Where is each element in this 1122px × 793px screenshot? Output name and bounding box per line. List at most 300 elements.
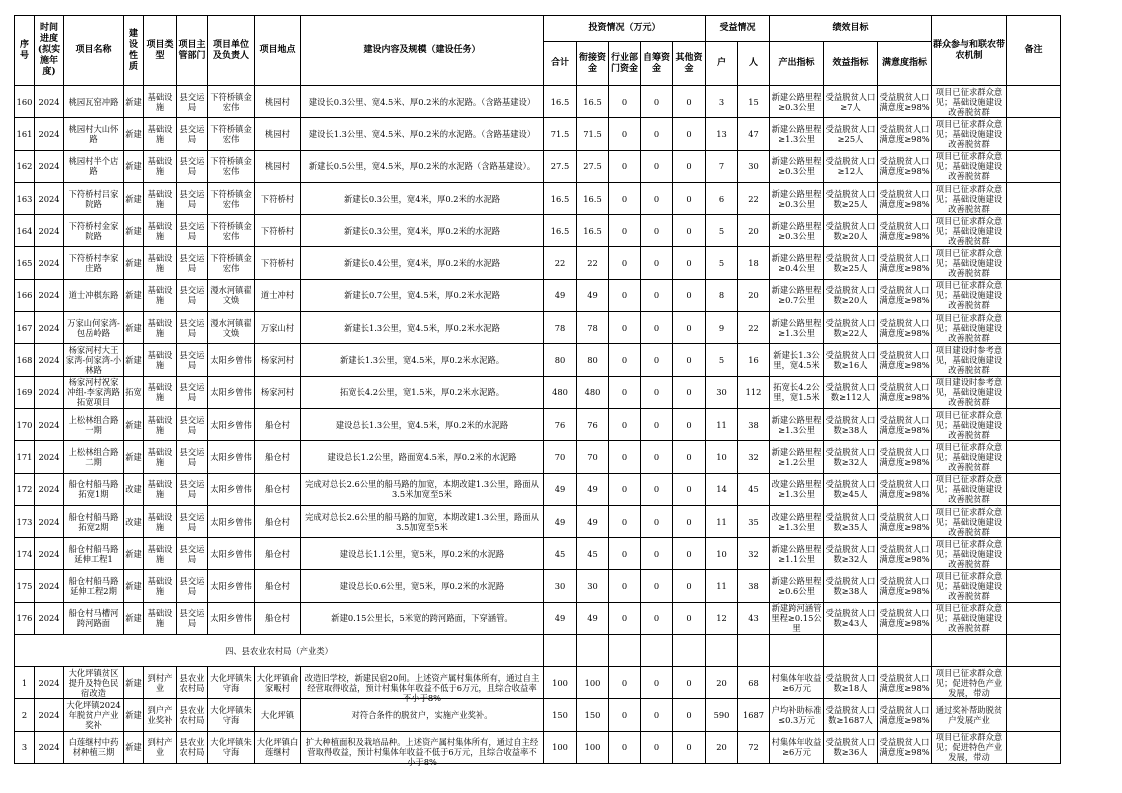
cell-location bbox=[255, 150, 301, 182]
header-invest: 投资情况（万元） bbox=[544, 16, 706, 42]
section-row bbox=[15, 635, 1061, 667]
cell-name bbox=[64, 473, 124, 505]
cell-seq bbox=[15, 86, 35, 118]
cell-effect-text: 受益脱贫人口数≥35人 bbox=[825, 511, 876, 532]
section-cell bbox=[641, 635, 673, 667]
cell-other bbox=[673, 505, 706, 537]
cell-bridge-text: 49 bbox=[587, 516, 598, 527]
cell-type bbox=[144, 602, 177, 634]
cell-people bbox=[738, 731, 770, 763]
cell-bridge bbox=[577, 408, 609, 440]
cell-effect bbox=[824, 473, 878, 505]
cell-households bbox=[706, 312, 738, 344]
cell-unit-text: 太阳乡曾伟 bbox=[210, 387, 252, 398]
cell-households bbox=[706, 182, 738, 214]
cell-name-text: 杨家河村大王家湾-何家湾-小林路 bbox=[65, 345, 122, 376]
cell-total-text: 27.5 bbox=[550, 161, 570, 172]
cell-households-text: 11 bbox=[716, 516, 727, 527]
cell-remark bbox=[1007, 86, 1061, 118]
cell-total bbox=[544, 215, 577, 247]
cell-name-text: 船仓村船马路拓宽1期 bbox=[68, 479, 119, 500]
cell-industry-text: 0 bbox=[621, 322, 628, 333]
cell-mechanism-text: 项目已征求群众意见；基础设施建设改善脱贫群 bbox=[935, 571, 1003, 602]
cell-seq-text: 165 bbox=[16, 258, 33, 269]
cell-households-text: 10 bbox=[716, 548, 727, 559]
cell-name bbox=[64, 86, 124, 118]
cell-dept-text: 县交运局 bbox=[179, 511, 205, 532]
cell-households-text: 10 bbox=[716, 451, 727, 462]
cell-name-text: 下符桥村金家院路 bbox=[68, 220, 119, 241]
cell-location-text: 桃园村 bbox=[265, 96, 290, 107]
cell-other-text: 0 bbox=[686, 451, 692, 462]
cell-nature-text: 新建 bbox=[125, 581, 142, 592]
cell-people-text: 16 bbox=[748, 355, 759, 366]
section-cell bbox=[824, 635, 878, 667]
cell-unit-text: 下符桥镇金宏伟 bbox=[210, 188, 252, 209]
cell-location-text: 船仓村 bbox=[265, 581, 290, 592]
cell-total bbox=[544, 699, 577, 731]
cell-mechanism bbox=[932, 538, 1007, 570]
cell-type bbox=[144, 667, 177, 699]
cell-effect bbox=[824, 667, 878, 699]
cell-year-text: 2024 bbox=[38, 581, 60, 592]
cell-type-text: 基础设施 bbox=[147, 123, 173, 144]
cell-dept bbox=[177, 247, 208, 279]
cell-self bbox=[641, 699, 673, 731]
cell-people-text: 45 bbox=[748, 484, 759, 495]
cell-effect-text: 受益脱贫人口数≥1687人 bbox=[825, 704, 876, 725]
cell-mechanism bbox=[932, 247, 1007, 279]
cell-industry-text: 0 bbox=[621, 193, 628, 204]
cell-industry bbox=[609, 538, 641, 570]
cell-households bbox=[706, 150, 738, 182]
header-content: 建设内容及规模（建设任务） bbox=[301, 16, 544, 86]
cell-self-text: 0 bbox=[653, 128, 660, 139]
cell-unit-text: 下符桥镇金宏伟 bbox=[210, 156, 252, 177]
cell-self-text: 0 bbox=[653, 225, 660, 236]
cell-content-text: 建设总长0.6公里，宽5米，厚0.2米的水泥路 bbox=[339, 581, 505, 592]
cell-other-text: 0 bbox=[686, 96, 692, 107]
cell-self-text: 0 bbox=[653, 581, 660, 592]
cell-content-text: 建设总长1.3公里，宽4.5米，厚0.2米的水泥路 bbox=[335, 419, 509, 430]
cell-nature-text: 新建 bbox=[125, 419, 142, 430]
cell-effect bbox=[824, 441, 878, 473]
cell-industry-text: 0 bbox=[621, 548, 628, 559]
cell-total-text: 16.5 bbox=[550, 225, 570, 236]
cell-output-text: 改建公路里程≥1.3公里 bbox=[771, 511, 822, 532]
cell-self bbox=[641, 312, 673, 344]
cell-bridge-text: 71.5 bbox=[583, 128, 602, 139]
cell-industry bbox=[609, 408, 641, 440]
cell-satisfaction-text: 受益脱贫人口满意度≥98% bbox=[879, 672, 930, 693]
cell-effect-text: 受益脱贫人口≥7人 bbox=[825, 91, 876, 112]
cell-content bbox=[301, 441, 544, 473]
cell-mechanism-text: 项目已征求群众意见；基础设施建设改善脱贫群 bbox=[935, 312, 1003, 343]
cell-effect bbox=[824, 538, 878, 570]
header-nature: 建设性质 bbox=[124, 16, 144, 86]
cell-remark bbox=[1007, 344, 1061, 376]
cell-year-text: 2024 bbox=[38, 548, 60, 559]
cell-satisfaction bbox=[878, 86, 932, 118]
cell-content bbox=[301, 247, 544, 279]
cell-other-text: 0 bbox=[686, 128, 692, 139]
header-remark: 备注 bbox=[1007, 16, 1061, 86]
cell-output-text: 新建跨河涵管里程≥0.15公里 bbox=[771, 603, 822, 634]
cell-nature bbox=[124, 505, 144, 537]
cell-content bbox=[301, 538, 544, 570]
cell-industry-text: 0 bbox=[621, 484, 628, 495]
cell-self-text: 0 bbox=[653, 387, 660, 398]
cell-industry bbox=[609, 667, 641, 699]
cell-effect-text: 受益脱贫人口数≥32人 bbox=[825, 446, 876, 467]
cell-type-text: 基础设施 bbox=[147, 414, 173, 435]
cell-unit bbox=[208, 602, 255, 634]
cell-people bbox=[738, 312, 770, 344]
cell-self-text: 0 bbox=[653, 677, 660, 688]
cell-other bbox=[673, 731, 706, 763]
cell-people-text: 35 bbox=[748, 516, 759, 527]
cell-type bbox=[144, 376, 177, 408]
cell-remark bbox=[1007, 279, 1061, 311]
cell-bridge bbox=[577, 344, 609, 376]
cell-households-text: 5 bbox=[718, 225, 725, 236]
cell-dept bbox=[177, 86, 208, 118]
cell-mechanism bbox=[932, 118, 1007, 150]
cell-industry bbox=[609, 150, 641, 182]
cell-mechanism-text: 项目已征求群众意见；基础设施建设改善脱贫群 bbox=[935, 538, 1003, 569]
cell-output-text: 改建公路里程≥1.3公里 bbox=[771, 479, 822, 500]
cell-effect bbox=[824, 570, 878, 602]
cell-year bbox=[35, 473, 64, 505]
cell-unit-text: 太阳乡曾伟 bbox=[210, 484, 252, 495]
cell-year bbox=[35, 118, 64, 150]
cell-location bbox=[255, 538, 301, 570]
header-invest-total: 合计 bbox=[544, 42, 577, 86]
cell-industry bbox=[609, 312, 641, 344]
cell-self bbox=[641, 505, 673, 537]
cell-output bbox=[770, 376, 824, 408]
cell-dept bbox=[177, 699, 208, 731]
cell-seq-text: 169 bbox=[16, 387, 33, 398]
cell-other bbox=[673, 473, 706, 505]
cell-content bbox=[301, 312, 544, 344]
cell-dept-text: 县交运局 bbox=[179, 253, 205, 274]
cell-content bbox=[301, 86, 544, 118]
cell-remark bbox=[1007, 667, 1061, 699]
cell-type-text: 基础设施 bbox=[147, 511, 173, 532]
cell-total bbox=[544, 344, 577, 376]
cell-people-text: 72 bbox=[748, 742, 759, 753]
cell-self bbox=[641, 376, 673, 408]
cell-output bbox=[770, 150, 824, 182]
cell-year-text: 2024 bbox=[38, 193, 60, 204]
cell-people bbox=[738, 570, 770, 602]
section-cell bbox=[770, 635, 824, 667]
cell-other-text: 0 bbox=[686, 677, 692, 688]
cell-name-text: 下符桥村李家庄路 bbox=[68, 253, 119, 274]
cell-other-text: 0 bbox=[686, 387, 692, 398]
cell-industry bbox=[609, 279, 641, 311]
cell-name-text: 杨家河村祝家冲组-李家湾路拓宽项目 bbox=[67, 377, 120, 408]
cell-dept bbox=[177, 182, 208, 214]
cell-households-text: 12 bbox=[716, 613, 727, 624]
cell-output bbox=[770, 312, 824, 344]
cell-location bbox=[255, 86, 301, 118]
cell-bridge-text: 480 bbox=[584, 387, 601, 398]
cell-mechanism-text: 项目已征求群众意见；基础设施建设改善脱贫群 bbox=[935, 409, 1003, 440]
cell-content bbox=[301, 473, 544, 505]
cell-seq bbox=[15, 118, 35, 150]
cell-nature bbox=[124, 376, 144, 408]
cell-nature-text: 新建 bbox=[125, 193, 142, 204]
cell-industry bbox=[609, 118, 641, 150]
cell-total bbox=[544, 182, 577, 214]
cell-type-text: 到户产业奖补 bbox=[147, 704, 173, 725]
cell-self bbox=[641, 538, 673, 570]
cell-bridge bbox=[577, 699, 609, 731]
cell-bridge bbox=[577, 312, 609, 344]
cell-year-text: 2024 bbox=[38, 419, 60, 430]
cell-unit bbox=[208, 182, 255, 214]
cell-location bbox=[255, 441, 301, 473]
cell-type bbox=[144, 505, 177, 537]
header-perf: 绩效目标 bbox=[770, 16, 932, 42]
cell-type bbox=[144, 312, 177, 344]
cell-people-text: 20 bbox=[748, 225, 759, 236]
cell-bridge bbox=[577, 667, 609, 699]
cell-unit-text: 大化坪镇朱守海 bbox=[210, 704, 252, 725]
cell-type-text: 到村产业 bbox=[147, 737, 173, 758]
cell-industry bbox=[609, 86, 641, 118]
cell-year-text: 2024 bbox=[38, 709, 60, 720]
cell-industry-text: 0 bbox=[621, 709, 628, 720]
cell-mechanism bbox=[932, 473, 1007, 505]
cell-people-text: 47 bbox=[748, 128, 759, 139]
cell-total-text: 80 bbox=[554, 355, 566, 366]
cell-dept bbox=[177, 376, 208, 408]
section-cell bbox=[706, 635, 738, 667]
cell-industry bbox=[609, 699, 641, 731]
cell-households-text: 30 bbox=[716, 387, 727, 398]
cell-bridge-text: 80 bbox=[587, 355, 598, 366]
cell-seq-text: 161 bbox=[16, 128, 33, 139]
cell-other bbox=[673, 538, 706, 570]
cell-content bbox=[301, 376, 544, 408]
cell-nature bbox=[124, 247, 144, 279]
table-row bbox=[15, 215, 1061, 247]
cell-other-text: 0 bbox=[686, 484, 692, 495]
cell-seq-text: 170 bbox=[16, 419, 33, 430]
cell-people bbox=[738, 602, 770, 634]
cell-name-text: 大化坪镇贫区提升及特色民宿改造 bbox=[68, 667, 119, 698]
cell-name bbox=[64, 538, 124, 570]
table-row bbox=[15, 505, 1061, 537]
cell-industry-text: 0 bbox=[621, 581, 628, 592]
cell-content bbox=[301, 570, 544, 602]
cell-industry-text: 0 bbox=[621, 355, 628, 366]
cell-year bbox=[35, 602, 64, 634]
cell-effect bbox=[824, 150, 878, 182]
cell-effect bbox=[824, 182, 878, 214]
cell-total-text: 30 bbox=[554, 581, 566, 592]
cell-output bbox=[770, 570, 824, 602]
cell-other bbox=[673, 182, 706, 214]
header-dept: 项目主管部门 bbox=[177, 16, 208, 86]
cell-output bbox=[770, 473, 824, 505]
cell-satisfaction bbox=[878, 505, 932, 537]
cell-effect bbox=[824, 602, 878, 634]
cell-effect-text: 受益脱贫人口数≥18人 bbox=[825, 672, 876, 693]
cell-remark bbox=[1007, 312, 1061, 344]
cell-bridge-text: 150 bbox=[584, 709, 601, 720]
cell-dept bbox=[177, 150, 208, 182]
cell-industry-text: 0 bbox=[621, 128, 628, 139]
cell-output bbox=[770, 699, 824, 731]
cell-dept bbox=[177, 667, 208, 699]
cell-satisfaction bbox=[878, 182, 932, 214]
cell-industry bbox=[609, 376, 641, 408]
cell-effect bbox=[824, 505, 878, 537]
cell-nature bbox=[124, 408, 144, 440]
header-type: 项目类型 bbox=[144, 16, 177, 86]
cell-effect bbox=[824, 408, 878, 440]
cell-other-text: 0 bbox=[686, 548, 692, 559]
header-mechanism: 群众参与和联农带农机制 bbox=[932, 16, 1007, 86]
cell-effect bbox=[824, 215, 878, 247]
cell-mechanism bbox=[932, 408, 1007, 440]
cell-year-text: 2024 bbox=[38, 613, 60, 624]
cell-name-text: 桃园村半个店路 bbox=[68, 156, 119, 177]
cell-location-text: 大化坪镇 bbox=[260, 709, 295, 720]
cell-output bbox=[770, 247, 824, 279]
cell-bridge-text: 76 bbox=[587, 419, 598, 430]
cell-other bbox=[673, 376, 706, 408]
cell-seq bbox=[15, 570, 35, 602]
table-row bbox=[15, 118, 1061, 150]
cell-total bbox=[544, 731, 577, 763]
cell-bridge-text: 16.5 bbox=[583, 193, 602, 204]
cell-satisfaction-text: 受益脱贫人口满意度≥98% bbox=[879, 737, 930, 758]
cell-nature bbox=[124, 215, 144, 247]
cell-nature-text: 新建 bbox=[125, 709, 142, 720]
cell-unit bbox=[208, 667, 255, 699]
cell-mechanism bbox=[932, 215, 1007, 247]
cell-content-text: 新建长0.3公里，宽4米，厚0.2米的水泥路 bbox=[343, 225, 501, 236]
cell-location bbox=[255, 118, 301, 150]
cell-other bbox=[673, 570, 706, 602]
header-location: 项目地点 bbox=[255, 16, 301, 86]
cell-total-text: 49 bbox=[554, 484, 566, 495]
cell-unit bbox=[208, 473, 255, 505]
header-benefit: 受益情况 bbox=[706, 16, 770, 42]
cell-output bbox=[770, 538, 824, 570]
cell-output-text: 新建长1.3公里，宽4.5米 bbox=[773, 350, 820, 371]
cell-type-text: 基础设施 bbox=[147, 576, 173, 597]
cell-output bbox=[770, 215, 824, 247]
cell-people bbox=[738, 344, 770, 376]
cell-effect-text: 受益脱贫人口数≥43人 bbox=[825, 608, 876, 629]
cell-output bbox=[770, 344, 824, 376]
cell-output-text: 新建公路里程≥1.3公里 bbox=[771, 317, 822, 338]
cell-effect bbox=[824, 247, 878, 279]
cell-year-text: 2024 bbox=[38, 451, 60, 462]
table-row bbox=[15, 150, 1061, 182]
section-cell bbox=[609, 635, 641, 667]
cell-people-text: 22 bbox=[748, 193, 759, 204]
cell-satisfaction bbox=[878, 376, 932, 408]
cell-self-text: 0 bbox=[653, 161, 660, 172]
cell-dept-text: 县交运局 bbox=[179, 285, 205, 306]
table-row bbox=[15, 408, 1061, 440]
cell-people bbox=[738, 538, 770, 570]
cell-industry bbox=[609, 344, 641, 376]
section-cell bbox=[738, 635, 770, 667]
cell-people bbox=[738, 150, 770, 182]
cell-industry bbox=[609, 731, 641, 763]
cell-dept-text: 县交运局 bbox=[179, 156, 205, 177]
cell-location-text: 船仓村 bbox=[265, 419, 290, 430]
cell-content bbox=[301, 505, 544, 537]
cell-people-text: 30 bbox=[748, 161, 759, 172]
cell-output-text: 村集体年收益≥6万元 bbox=[771, 737, 822, 758]
cell-industry bbox=[609, 215, 641, 247]
section-cell bbox=[1007, 635, 1061, 667]
cell-people-text: 112 bbox=[745, 387, 762, 398]
cell-self-text: 0 bbox=[653, 451, 660, 462]
cell-households bbox=[706, 731, 738, 763]
cell-location bbox=[255, 731, 301, 763]
cell-seq-text: 167 bbox=[16, 322, 33, 333]
cell-bridge-text: 100 bbox=[584, 677, 601, 688]
table-row bbox=[15, 376, 1061, 408]
cell-content-text: 扩大种植面积及栽培品种。上述资产属村集体所有，通过自主经营取得收益，预计村集体年收益不低于6万元，且综合收益率不小于8% bbox=[305, 737, 539, 768]
cell-nature-text: 新建 bbox=[125, 355, 142, 366]
cell-unit bbox=[208, 312, 255, 344]
cell-mechanism bbox=[932, 505, 1007, 537]
cell-households bbox=[706, 602, 738, 634]
cell-name bbox=[64, 344, 124, 376]
cell-content-text: 新建长1.3公里，宽4.5米，厚0.2米水泥路。 bbox=[339, 355, 505, 366]
cell-year bbox=[35, 699, 64, 731]
cell-industry-text: 0 bbox=[621, 419, 628, 430]
cell-mechanism-text: 项目已征求群众意见；促进特色产业发展，带动 bbox=[935, 667, 1003, 698]
cell-dept bbox=[177, 538, 208, 570]
cell-satisfaction bbox=[878, 408, 932, 440]
cell-type bbox=[144, 279, 177, 311]
cell-location bbox=[255, 215, 301, 247]
cell-unit-text: 太阳乡曾伟 bbox=[210, 548, 252, 559]
cell-other bbox=[673, 408, 706, 440]
cell-households-text: 590 bbox=[713, 709, 730, 720]
cell-people-text: 32 bbox=[748, 548, 759, 559]
cell-satisfaction-text: 受益脱贫人口满意度≥98% bbox=[879, 123, 930, 144]
cell-bridge bbox=[577, 86, 609, 118]
cell-dept-text: 县交运局 bbox=[179, 576, 205, 597]
cell-name bbox=[64, 376, 124, 408]
cell-type-text: 基础设施 bbox=[147, 220, 173, 241]
cell-nature-text: 新建 bbox=[125, 96, 142, 107]
cell-seq bbox=[15, 667, 35, 699]
cell-name-text: 船仓村船马路拓宽2期 bbox=[68, 511, 119, 532]
cell-location-text: 大化坪镇俞家畈村 bbox=[256, 672, 299, 693]
cell-satisfaction-text: 受益脱贫人口满意度≥98% bbox=[879, 511, 930, 532]
cell-other-text: 0 bbox=[686, 516, 692, 527]
cell-type bbox=[144, 215, 177, 247]
cell-location bbox=[255, 505, 301, 537]
cell-name-text: 船仓村马槽河跨河路面 bbox=[68, 608, 119, 629]
cell-self-text: 0 bbox=[653, 484, 660, 495]
cell-households bbox=[706, 215, 738, 247]
